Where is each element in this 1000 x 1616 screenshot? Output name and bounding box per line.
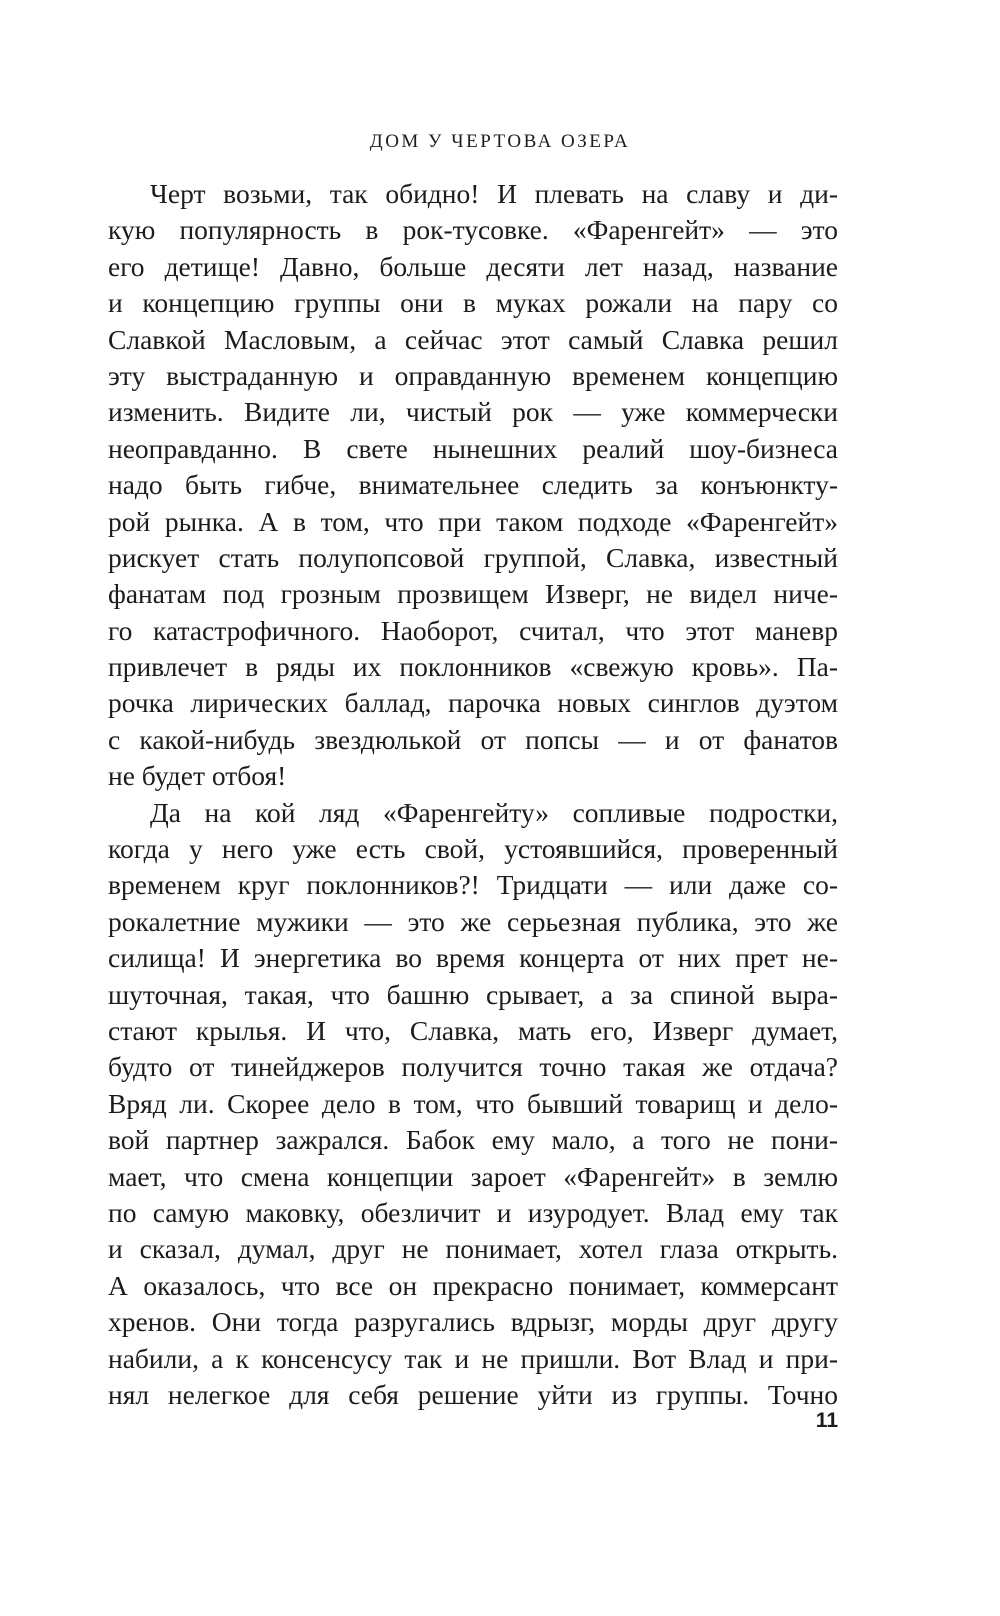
text-line: надо быть гибче, внимательнее следить за конъюнкту- — [108, 469, 838, 501]
text-line: изменить. Видите ли, чистый рок — уже коммерчески — [108, 396, 838, 428]
text-line: и сказал, думал, друг не понимает, хотел глаза открыть. — [108, 1233, 838, 1265]
text-line: го катастрофичного. Наоборот, считал, что этот маневр — [108, 614, 838, 646]
text-line: рискует стать полупопсовой группой, Славка, известный — [108, 541, 838, 573]
text-line: силища! И энергетика во время концерта от них прет не- — [108, 942, 838, 974]
text-line: мает, что смена концепции зароет «Фаренгейт» в землю — [108, 1160, 838, 1192]
text-line: А оказалось, что все он прекрасно понимает, коммерсант — [108, 1269, 838, 1301]
text-line: временем круг поклонников?! Тридцати — или даже со- — [108, 869, 838, 901]
text-line: Да на кой ляд «Фаренгейту» сопливые подростки, — [150, 796, 838, 828]
page-number: 11 — [815, 1409, 838, 1432]
paragraph-2 — [108, 795, 838, 1414]
text-line: будто от тинейджеров получится точно такая же отдача? — [108, 1051, 838, 1083]
text-line: и концепцию группы они в муках рожали на пару со — [108, 287, 838, 319]
text-line: рочка лирических баллад, парочка новых синглов дуэтом — [108, 687, 838, 719]
text-line: рой рынка. А в том, что при таком подходе «Фаренгейт» — [108, 505, 838, 537]
text-line: нял нелегкое для себя решение уйти из группы. Точно — [108, 1378, 838, 1410]
text-line: Вряд ли. Скорее дело в том, что бывший товарищ и дело- — [108, 1087, 838, 1119]
text-line: с какой-нибудь звездюлькой от попсы — и от фанатов — [108, 723, 838, 755]
text-line: Славкой Масловым, а сейчас этот самый Славка решил — [108, 323, 838, 355]
text-line: фанатам под грозным прозвищем Изверг, не видел ниче- — [108, 578, 838, 610]
text-line: шуточная, такая, что башню срывает, а за спиной выра- — [108, 978, 838, 1010]
text-line: вой партнер зажрался. Бабок ему мало, а того не пони- — [108, 1124, 838, 1156]
text-line: не будет отбоя! — [108, 760, 287, 792]
paragraph-1 — [108, 176, 838, 795]
text-line: когда у него уже есть свой, устоявшийся, проверенный — [108, 833, 838, 865]
text-line: его детище! Давно, больше десяти лет назад, название — [108, 250, 838, 282]
text-line: привлечет в ряды их поклонников «свежую кровь». Па- — [108, 651, 838, 683]
body-text — [108, 176, 838, 1413]
text-line: кую популярность в рок-тусовке. «Фаренгейт» — это — [108, 214, 838, 246]
text-line: неоправданно. В свете нынешних реалий шоу-бизнеса — [108, 432, 838, 464]
text-line: хренов. Они тогда разругались вдрызг, морды друг другу — [108, 1306, 838, 1338]
text-line: Черт возьми, так обидно! И плевать на славу и ди- — [150, 178, 838, 209]
text-line: набили, а к консенсусу так и не пришли. Вот Влад и при- — [108, 1342, 838, 1374]
text-line: рокалетние мужики — это же серьезная публика, это же — [108, 905, 838, 937]
running-head: ДОМ У ЧЕРТОВА ОЗЕРА — [369, 131, 631, 152]
text-line: стают крылья. И что, Славка, мать его, Изверг думает, — [108, 1014, 838, 1046]
text-line: по самую маковку, обезличит и изуродует. Влад ему так — [108, 1196, 838, 1228]
text-line: эту выстраданную и оправданную временем концепцию — [108, 359, 838, 391]
